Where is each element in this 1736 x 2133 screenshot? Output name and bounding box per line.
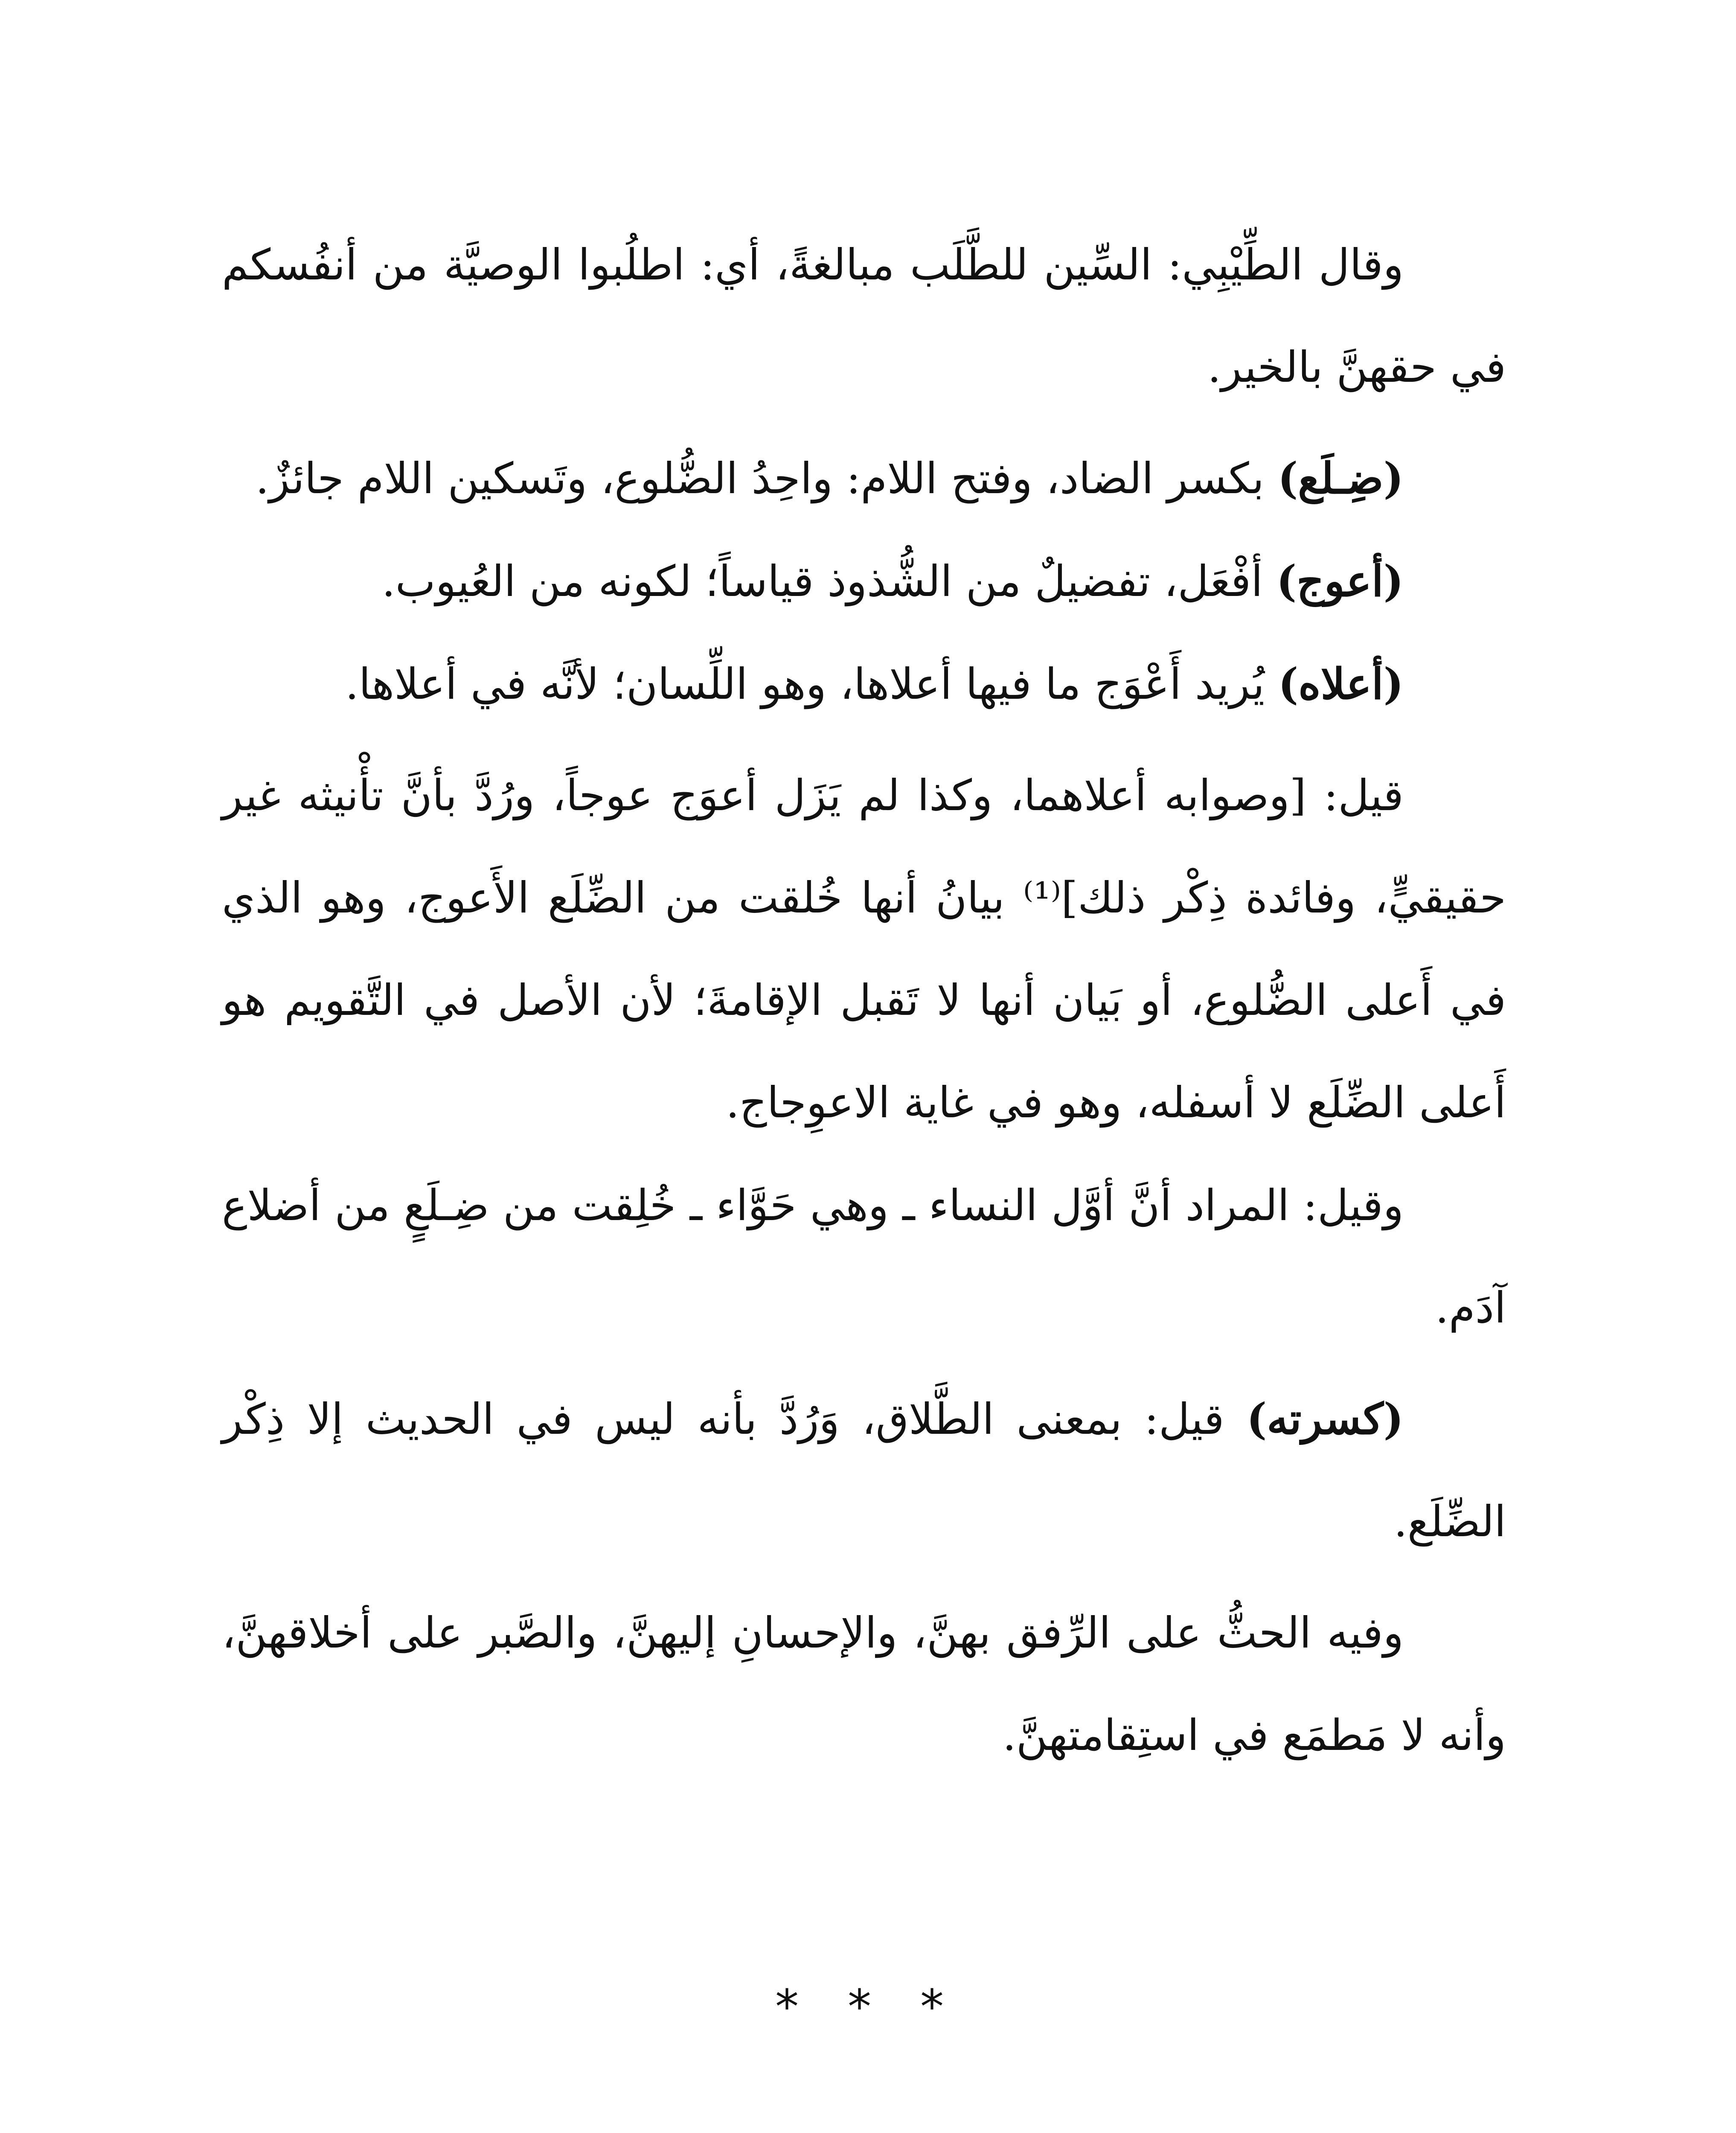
paragraph-text: أفْعَل، تفضيلٌ من الشُّذوذ قياساً؛ لكونه من العُيوب. — [381, 556, 1277, 606]
paragraph-awaj — [222, 530, 1506, 633]
paragraph-text: قيل: [وصوابه أعلاهما، وكذا لم يَزَل أعوَج عوجاً، ورُدَّ بأنَّ تأْنيثه غير حقيقيٍّ، وفائدة ذِكْر ذلك]⁽¹⁾ بيانُ أنها خُلقت من الضِّلَع الأَعوج، وهو الذي في أَعلى الضُّلوع، أو بَيان أنها لا تَقبل الإقامةَ؛ لأن الأصل في التَّقويم هو أَعلى الضِّلَع لا أسفله، وهو في غاية الاعوِجاج. — [222, 770, 1506, 1128]
paragraph-alah — [222, 633, 1506, 735]
paragraph-text: بكسر الضاد، وفتح اللام: واحِدُ الضُّلوع، وتَسكين اللام جائزٌ. — [255, 453, 1278, 503]
paragraph-text: وفيه الحثُّ على الرِّفق بهنَّ، والإحسانِ إليهنَّ، والصَّبر على أخلاقهنَّ، وأنه لا مَطمَع في استِقامتهنَّ. — [222, 1608, 1506, 1760]
paragraph-qila — [222, 744, 1506, 1154]
paragraph-term: (أعلاه) — [1278, 659, 1404, 709]
paragraph-text: قيل: بمعنى الطَّلاق، وَرُدَّ بأنه ليس في الحديث إلا ذِكْر الضِّلَع. — [222, 1394, 1506, 1546]
paragraph-conclusion — [222, 1581, 1506, 1787]
paragraph-hawwa — [222, 1154, 1506, 1359]
paragraph-kasartuh — [222, 1368, 1506, 1573]
paragraph-text: وقال الطِّيْبِي: السِّين للطَّلَب مبالغةً، أي: اطلُبوا الوصيَّة من أنفُسكم في حقهنَّ بالخير. — [222, 240, 1506, 392]
paragraph-text: يُريد أَعْوَج ما فيها أعلاها، وهو اللِّسان؛ لأنَّه في أعلاها. — [345, 659, 1278, 709]
paragraph-term: (كسرته) — [1246, 1394, 1404, 1444]
paragraph-text: وقيل: المراد أنَّ أوَّل النساء ـ وهي حَوَّاء ـ خُلِقت من ضِـلَعٍ من أضلاع آدَم. — [222, 1180, 1506, 1333]
paragraph-term: (أعوج) — [1276, 556, 1404, 606]
paragraph-tibi — [222, 213, 1506, 418]
section-separator: * * * — [775, 1979, 961, 2034]
paragraph-dila — [222, 427, 1506, 530]
body-text — [222, 213, 1506, 1787]
paragraph-term: (ضِـلَع) — [1277, 453, 1404, 503]
